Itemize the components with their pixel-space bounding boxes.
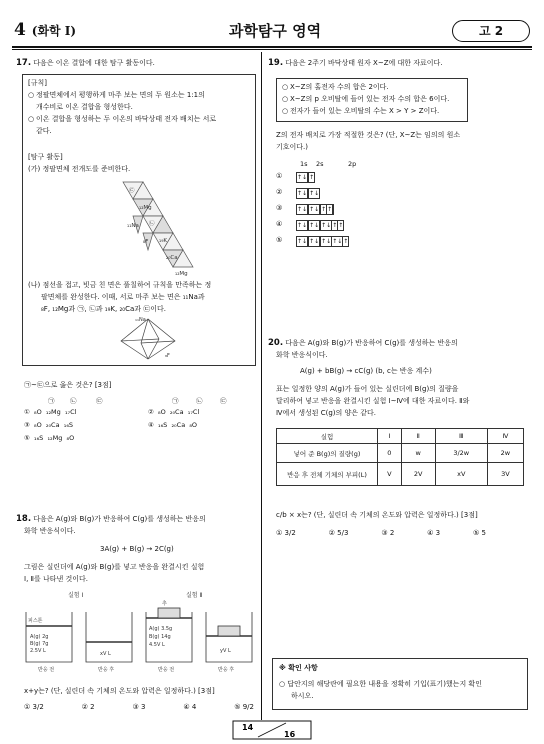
- q18-equation: 3A(g) + B(g) → 2C(g): [100, 545, 174, 553]
- rule-2-cont: 같다.: [36, 127, 52, 135]
- orbital-box: [320, 189, 321, 199]
- orbital-box: ↑↓: [332, 238, 343, 245]
- q17-activity-box: [22, 74, 256, 366]
- orbital-box: ↑↓: [321, 238, 332, 245]
- orb-head: 1s: [300, 160, 308, 168]
- orbital-box: [333, 205, 334, 215]
- grade-badge: 고 2: [452, 20, 530, 42]
- col-head: ㉠: [48, 397, 55, 405]
- net-label: ₁₉K: [159, 238, 168, 244]
- q20-desc-cont2: Ⅳ에서 생성된 C(g)의 양은 같다.: [276, 409, 376, 417]
- orbital-box: ↑: [321, 206, 327, 213]
- net-label: ₁₁Na: [127, 223, 139, 229]
- orbital-box: ↑: [338, 222, 344, 229]
- orbital-box: ↑↓: [297, 190, 308, 197]
- orbital-box: ↑↓: [297, 222, 308, 229]
- orbital-box: ↑↓: [297, 206, 308, 213]
- col-head: ㉡: [196, 397, 203, 405]
- table-cell: 0: [378, 444, 402, 463]
- octahedron-diagram: [113, 315, 183, 363]
- orbital-box: ↑: [332, 222, 338, 229]
- page-subject: 4 (화학 Ⅰ): [14, 20, 77, 40]
- orbital-box: ↑: [309, 174, 315, 181]
- table-cell: 2V: [401, 463, 435, 486]
- notice-line-cont: 하시오.: [291, 692, 314, 700]
- choice-4[interactable]: ④ 3: [427, 529, 441, 537]
- orb-head: 2s: [316, 160, 324, 168]
- orbital-box: ↑↓: [309, 222, 320, 229]
- q18-stem: 18. 다음은 A(g)와 B(g)가 반응하여 C(g)를 생성하는 반응의: [16, 514, 206, 524]
- choice-1[interactable]: ① 3/2: [24, 703, 44, 711]
- table-cell: Ⅲ: [435, 429, 487, 444]
- oct-label-bottom: ₈F: [165, 353, 170, 359]
- page-current: 14: [242, 723, 254, 732]
- table-row: [277, 444, 524, 463]
- q18-desc: 그림은 실린더에 A(g)와 B(g)를 넣고 반응을 완결시킨 실험: [24, 563, 205, 571]
- q20-desc-cont: 달리하여 넣고 반응을 완결시킨 실험 Ⅰ~Ⅳ에 대한 자료이다. Ⅱ와: [276, 397, 470, 405]
- choice-5[interactable]: ⑤ 5: [473, 529, 486, 537]
- table-cell: 반응 후 전체 기체의 부피(L): [277, 463, 378, 486]
- table-cell: 실험: [277, 429, 378, 444]
- cyl-text: 2.5V L: [30, 648, 46, 654]
- choice-3[interactable]: ③ 2: [381, 529, 395, 537]
- exp1-title: 실험 Ⅰ: [68, 592, 84, 599]
- table-cell: 2w: [487, 444, 523, 463]
- orbital-box: ↑↓: [309, 238, 320, 245]
- choice-4[interactable]: ④ 4: [183, 703, 197, 711]
- orbital-box: ↑: [327, 206, 333, 213]
- choice-5[interactable]: ⑤ 9/2: [234, 703, 254, 711]
- col-head: ㉡: [70, 397, 77, 405]
- q17-choices: [24, 396, 254, 450]
- after-label: 반응 후: [98, 667, 115, 673]
- choice-2[interactable]: ② ₈O ₂₀Ca ₁₇Cl: [148, 408, 200, 416]
- orbital-box: ↑↓: [309, 190, 320, 197]
- net-label: ₁₂Mg: [139, 205, 152, 211]
- before-label: 반응 전: [158, 667, 175, 673]
- orbital-box: ↑↓: [297, 174, 308, 181]
- choice-1[interactable]: ① ₈O ₁₂Mg ₁₇Cl: [24, 408, 77, 416]
- table-cell: Ⅱ: [401, 429, 435, 444]
- q17-stem: 17. 다음은 이온 결합에 대한 탐구 활동이다.: [16, 58, 155, 68]
- cyl-text: B(g) 14g: [149, 634, 171, 640]
- oct-label-top: ₁₁Na: [135, 317, 146, 323]
- q19-question-cont: 기호이다.): [276, 143, 309, 151]
- activity-na: (나) 점선을 접고, 빗금 친 면은 풀칠하여 규칙을 만족하는 정: [28, 281, 212, 289]
- q20-question: c/b × x는? (단, 실린더 속 기체의 온도와 압력은 일정하다.) [3점]: [276, 511, 478, 519]
- fact-3: ○ 전자가 들어 있는 오비탈의 수는 X > Y > Z이다.: [282, 107, 440, 115]
- rule-title: [규칙]: [28, 79, 47, 87]
- cyl-text: A(g) 2g: [30, 634, 49, 640]
- choice-number: ①: [276, 172, 283, 180]
- notice-line: ○ 답안지의 해당란에 필요한 내용을 정확히 기입(표기)했는지 확인: [279, 680, 482, 688]
- q18-question: x+y는? (단, 실린더 속 기체의 온도와 압력은 일정하다.) [3점]: [24, 687, 215, 695]
- header-rule-thin: [12, 49, 532, 50]
- choice-number: ④: [276, 220, 283, 228]
- table-cell: 넣어 준 B(g)의 질량(g): [277, 444, 378, 463]
- choice-number: ③: [276, 204, 283, 212]
- net-label: ₁₂Mg: [175, 271, 188, 277]
- fact-1: ○ X~Z의 홀전자 수의 합은 2이다.: [282, 83, 389, 91]
- q17-question: ㉠~㉢으로 옳은 것은? [3점]: [24, 381, 112, 389]
- notice-box: [272, 658, 528, 710]
- choice-number: ⑤: [276, 236, 283, 244]
- table-cell: V: [378, 463, 402, 486]
- net-label: ㉡: [149, 221, 155, 227]
- choice-number: ②: [276, 188, 283, 196]
- orbital-box: ↑↓: [297, 238, 308, 245]
- choice-4[interactable]: ④ ₁₆S ₂₀Ca ₈O: [148, 421, 198, 429]
- activity-ga: (가) 정팔면체 전개도를 준비한다.: [28, 165, 131, 173]
- choice-5[interactable]: ⑤ ₁₆S ₁₂Mg ₈O: [24, 434, 75, 442]
- cyl-text: 4.5V L: [149, 642, 165, 648]
- octahedron-net-diagram: [103, 177, 213, 297]
- page-title: 과학탐구 영역: [228, 22, 322, 40]
- orbital-box: ↑: [343, 238, 349, 245]
- net-label: ㉢: [129, 188, 135, 194]
- orbital-box: ↑↓: [321, 222, 332, 229]
- table-cell: xV: [435, 463, 487, 486]
- notice-title: ※ 확인 사항: [279, 664, 318, 672]
- q20-stem: 20. 다음은 A(g)와 B(g)가 반응하여 C(g)를 생성하는 반응의: [268, 338, 458, 348]
- orbital-box: ↑↓: [309, 206, 320, 213]
- q18-experiment-diagram: [24, 588, 254, 676]
- fact-2: ○ X~Z의 p 오비탈에 들어 있는 전자 수의 합은 6이다.: [282, 95, 450, 103]
- choice-1[interactable]: ① 3/2: [276, 529, 296, 537]
- col-head: ㉢: [96, 397, 103, 405]
- col-head: ㉠: [172, 397, 179, 405]
- q20-desc: 표는 일정한 양의 A(g)가 들어 있는 실린더에 B(g)의 질량을: [276, 385, 459, 393]
- q18-stem-cont: 화학 반응식이다.: [24, 527, 76, 535]
- cyl-text: B(g) 7g: [30, 641, 49, 647]
- q20-choices: [276, 528, 486, 539]
- rule-1: ○ 정팔면체에서 평행하게 마주 보는 면의 두 원소는 1:1의: [28, 91, 205, 99]
- q18-desc-cont: Ⅰ, Ⅱ를 나타낸 것이다.: [24, 575, 88, 583]
- choice-3[interactable]: ③ 3: [132, 703, 146, 711]
- page-total: 16: [284, 730, 296, 739]
- orb-head: 2p: [348, 160, 357, 168]
- table-row: [277, 463, 524, 486]
- q20-table: [276, 428, 524, 486]
- table-row: [277, 429, 524, 444]
- activity-na-cont2: ₈F, ₁₂Mg과 ㉠, ㉡과 ₁₉K, ₂₀Ca과 ㉢이다.: [41, 305, 166, 313]
- cyl-text: xV L: [100, 651, 111, 657]
- q20-equation: A(g) + bB(g) → cC(g) (b, c는 반응 계수): [300, 367, 432, 375]
- q20-stem-cont: 화학 반응식이다.: [276, 351, 328, 359]
- choice-2[interactable]: ② 5/3: [328, 529, 349, 537]
- q18-choices: [24, 702, 254, 713]
- table-cell: w: [401, 444, 435, 463]
- exp2-title: 실험 Ⅱ: [186, 592, 203, 599]
- table-cell: 3V: [487, 463, 523, 486]
- activity-title: [탐구 활동]: [28, 153, 63, 161]
- q19-stem: 19. 다음은 2주기 바닥상태 원자 X~Z에 대한 자료이다.: [268, 58, 443, 68]
- before-label: 반응 전: [38, 667, 55, 673]
- piston-label: 피스톤: [28, 618, 43, 624]
- table-cell: 3/2w: [435, 444, 487, 463]
- net-label: ₂₀Ca: [166, 255, 178, 261]
- orbital-box: [315, 173, 316, 183]
- q19-question: Z의 전자 배치로 가장 적절한 것은? (단, X~Z는 임의의 원소: [276, 131, 461, 139]
- q19-facts-box: [276, 78, 468, 122]
- rule-1-cont: 개수비로 이온 결합을 형성한다.: [36, 103, 133, 111]
- activity-na-cont: 팔면체를 완성한다. 이때, 서로 마주 보는 면은 ₁₁Na과: [41, 293, 205, 301]
- header-rule: [12, 46, 532, 48]
- table-cell: Ⅳ: [487, 429, 523, 444]
- col-head: ㉢: [220, 397, 227, 405]
- cyl-text: A(g) 3.5g: [149, 626, 173, 632]
- weight-label: 추: [162, 601, 167, 607]
- choice-3[interactable]: ③ ₈O ₂₀Ca ₁₆S: [24, 421, 74, 429]
- cyl-text: yV L: [220, 648, 231, 654]
- table-cell: Ⅰ: [378, 429, 402, 444]
- rule-2: ○ 이온 결합을 형성하는 두 이온의 바닥상태 전자 배치는 서로: [28, 115, 217, 123]
- net-label: ₈F: [143, 239, 149, 245]
- after-label: 반응 후: [218, 667, 235, 673]
- choice-2[interactable]: ② 2: [81, 703, 95, 711]
- column-divider: [261, 52, 262, 720]
- page-number: [232, 720, 312, 740]
